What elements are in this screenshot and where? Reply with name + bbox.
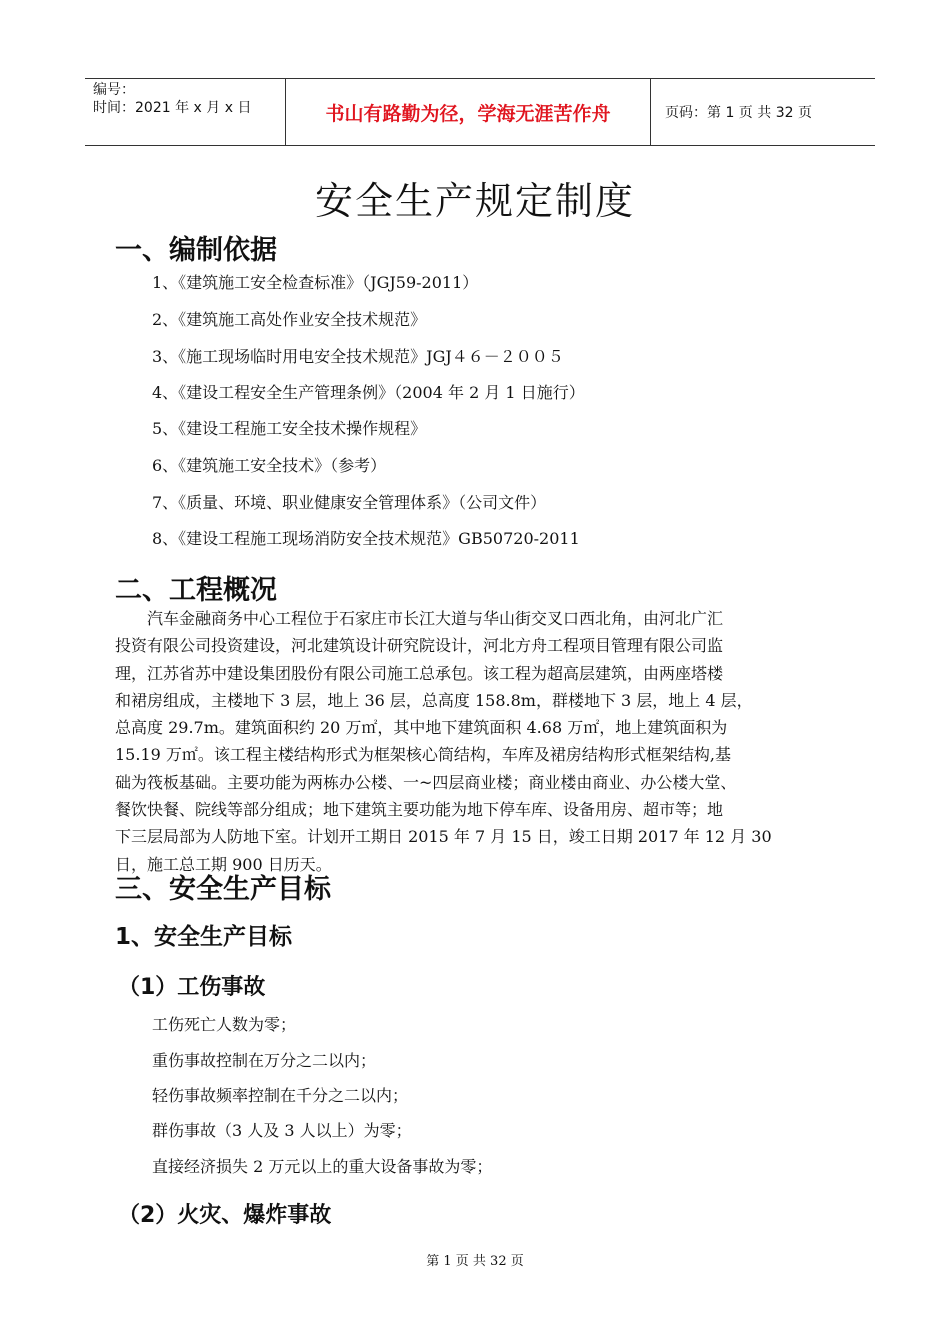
ref-item: 6、《建筑施工安全技术》（参考） [152,456,387,475]
ref-item: 3、《施工现场临时用电安全技术规范》JGJ４６－２００５ [152,347,564,366]
paragraph-line: 础为筏板基础。主要功能为两栋办公楼、一~四层商业楼；商业楼由商业、办公楼大堂、 [115,772,737,792]
ref-item: 4、《建设工程安全生产管理条例》（2004 年 2 月 1 日施行） [152,383,585,402]
page-title: 安全生产规定制度 [314,179,635,223]
header-meta [93,81,251,117]
ref-item: 7、《质量、环境、职业健康安全管理体系》（公司文件） [152,493,547,512]
goal-item: 重伤事故控制在万分之二以内； [152,1051,377,1070]
paragraph-line: 日，施工总工期 900 日历天。 [115,854,332,874]
page-footer: 第 1 页 共 32 页 [426,1254,524,1269]
paragraph-line: 投资有限公司投资建设，河北建筑设计研究院设计，河北方舟工程项目管理有限公司监 [115,636,724,656]
subsection-heading: 1、安全生产目标 [115,924,293,950]
subsection-heading: （2）火灾、爆炸事故 [118,1203,332,1228]
ref-item: 1、《建筑施工安全检查标准》（JGJ59-2011） [152,273,479,292]
section-heading-overview: 二、工程概况 [115,575,277,606]
section-heading-goals: 三、安全生产目标 [115,874,331,905]
paragraph-line: 汽车金融商务中心工程位于石家庄市长江大道与华山街交叉口西北角，由河北广汇 [115,609,724,628]
paragraph-line: 15.19 万㎡。该工程主楼结构形式为框架核心筒结构，车库及裙房结构形式框架结构,基 [115,745,731,765]
number-label: 编号： [93,82,135,98]
time-label: 时间：2021 年 x 月 x 日 [93,100,252,116]
goal-item: 直接经济损失 2 万元以上的重大设备事故为零； [152,1157,493,1176]
paragraph-line: 餐饮快餐、院线等部分组成；地下建筑主要功能为地下停车库、设备用房、超市等；地 [115,800,724,820]
ref-item: 8、《建设工程施工现场消防安全技术规范》GB50720-2011 [152,529,580,548]
header-page-label: 页码：第 1 页 共 32 页 [665,105,812,121]
goal-item: 轻伤事故频率控制在千分之二以内； [152,1086,409,1105]
ref-item: 5、《建设工程施工安全技术操作规程》 [152,419,427,438]
goal-item: 工伤死亡人数为零； [152,1015,297,1034]
paragraph-line: 理，江苏省苏中建设集团股份有限公司施工总承包。该工程为超高层建筑，由两座塔楼 [115,663,724,683]
subsection-heading: （1）工伤事故 [118,975,266,1000]
paragraph-line: 下三层局部为人防地下室。计划开工期日 2015 年 7 月 15 日，竣工日期 2017 年 12 月 30 [115,827,772,847]
ref-item: 2、《建筑施工高处作业安全技术规范》 [152,310,427,329]
paragraph-line: 总高度 29.7m。建筑面积约 20 万㎡，其中地下建筑面积 4.68 万㎡，地上建筑面积为 [115,718,728,738]
page-header [85,78,875,146]
section-heading-basis: 一、编制依据 [115,235,277,266]
paragraph-line: 和裙房组成，主楼地下 3 层，地上 36 层，总高度 158.8m，群楼地下 3 层，地上 4 层， [115,690,753,710]
header-motto: 书山有路勤为径，学海无涯苦作舟 [285,79,651,145]
goal-item: 群伤事故（3 人及 3 人以上）为零； [152,1121,412,1140]
overview-paragraph [115,605,845,878]
